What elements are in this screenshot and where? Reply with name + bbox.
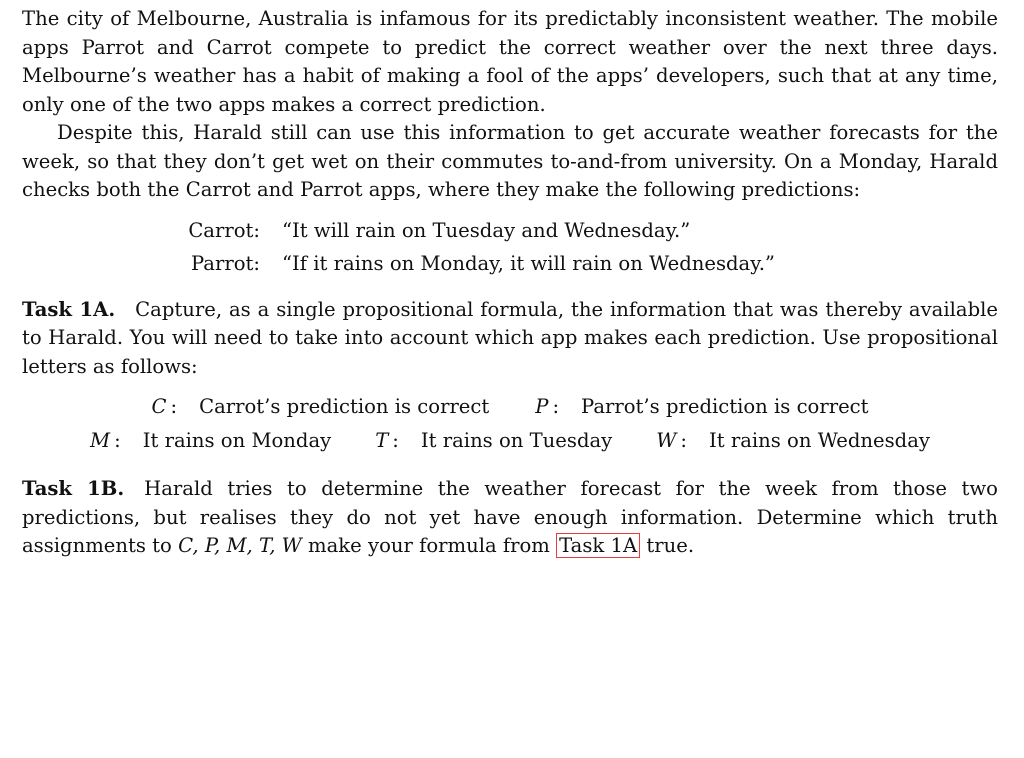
intro-paragraph-1: The city of Melbourne, Australia is infamous for its predictably inconsistent weather. The mobile apps Parrot and Carrot compete to predict the correct weather over the next three days. Melbourne’s weather has a habit of making a fool of the apps’ developers, such that at any time, only one of the two apps makes a correct prediction. xyxy=(22,7,998,116)
letter-c-desc: Carrot’s prediction is correct xyxy=(199,395,490,418)
letter-p-symbol: P xyxy=(535,395,549,418)
task-1a-label: Task 1A. xyxy=(22,297,116,321)
predictions-list xyxy=(22,217,998,279)
document-page xyxy=(22,5,998,561)
letter-m-desc: It rains on Monday xyxy=(142,429,332,452)
prediction-text-parrot: “If it rains on Monday, it will rain on Wednesday.” xyxy=(282,252,775,275)
letters-row-2 xyxy=(22,427,998,461)
letter-m: M : It rains on Monday xyxy=(90,427,331,456)
task-1b-label: Task 1B. xyxy=(22,477,125,500)
task-1b xyxy=(22,475,998,561)
letter-p-desc: Parrot’s prediction is correct xyxy=(581,395,869,418)
letter-w: W : It rains on Wednesday xyxy=(656,427,930,456)
letter-t: T : It rains on Tuesday xyxy=(375,427,612,456)
letter-c-symbol: C xyxy=(151,395,167,418)
propositional-letters xyxy=(22,393,998,461)
letter-p: P : Parrot’s prediction is correct xyxy=(535,393,868,422)
prediction-text-carrot: “It will rain on Tuesday and Wednesday.” xyxy=(282,218,691,242)
intro-paragraph-2: Despite this, Harald still can use this information to get accurate weather forecasts for the week, so that they don’t get wet on their commutes to-and-from university. On a Monday, Harald checks both the Carrot and Parrot apps, where they make the following predictions: xyxy=(22,121,998,201)
task-1b-variables: C, P, M, T, W xyxy=(178,534,302,557)
letters-row-1 xyxy=(22,393,998,427)
task-1b-text-after: true. xyxy=(646,534,695,557)
task-1a-text: Capture, as a single propositional formula, the information that was thereby available to Harald. You will need to take into account which app makes each prediction. Use propositional letters as follows: xyxy=(22,297,998,378)
letter-w-desc: It rains on Wednesday xyxy=(709,429,930,452)
letter-c: C : Carrot’s prediction is correct xyxy=(151,393,489,422)
letter-w-symbol: W xyxy=(656,429,677,452)
prediction-app-carrot: Carrot: xyxy=(188,218,260,242)
letter-t-symbol: T xyxy=(375,429,389,452)
task-1a-reference-link[interactable]: Task 1A xyxy=(556,533,640,558)
letter-t-desc: It rains on Tuesday xyxy=(420,429,613,452)
prediction-app-parrot: Parrot: xyxy=(191,252,260,275)
task-1a xyxy=(22,296,998,382)
task-1b-text-mid: make your formula from xyxy=(308,534,550,557)
task-1b-text-before: Harald tries to determine the weather forecast for the week from those two predictions, but realises they do not yet have enough information. Determine which truth assignments to xyxy=(22,477,998,557)
letter-m-symbol: M xyxy=(90,429,111,452)
